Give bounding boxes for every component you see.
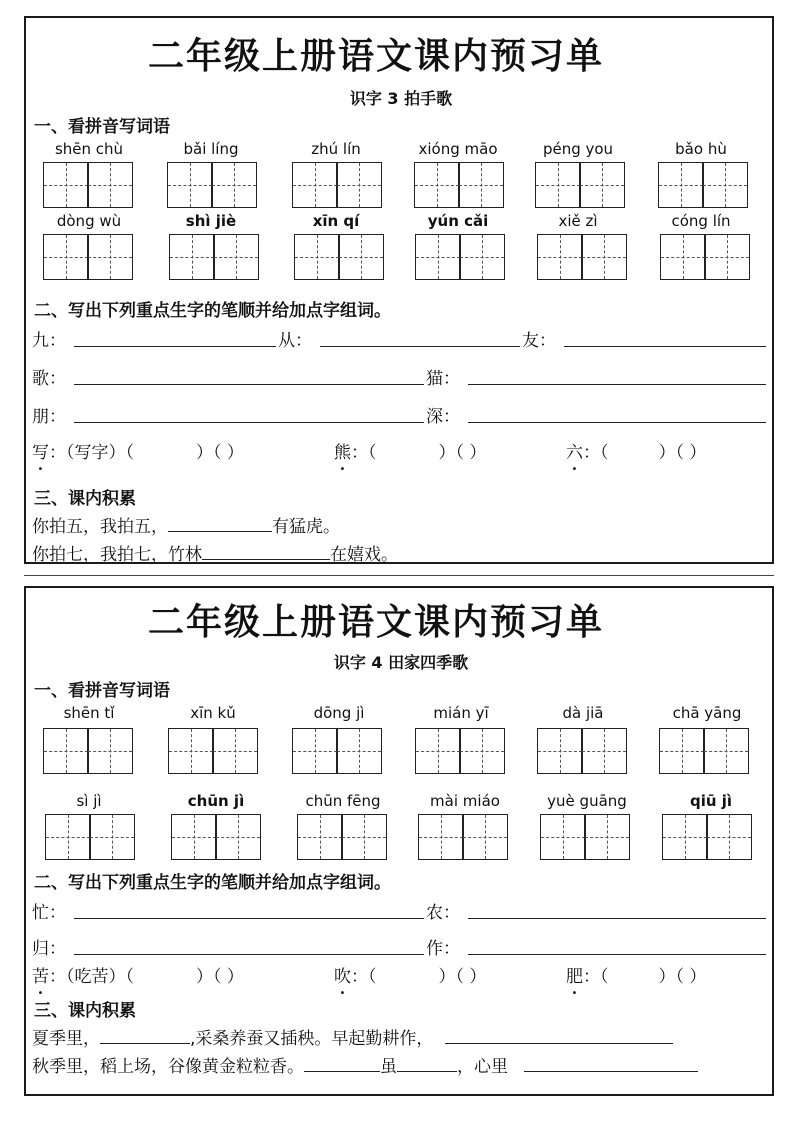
- lesson-title: 识字 3 拍手歌: [349, 89, 453, 108]
- answer-line[interactable]: [74, 422, 424, 423]
- fill-line: 秋季里，稻上场，谷像黄金粒粒香。 虽 ，心里: [32, 1052, 698, 1077]
- tianzi-grid[interactable]: [540, 814, 629, 860]
- pinyin-label: shì jiè: [185, 212, 237, 230]
- tianzi-grid[interactable]: [537, 728, 626, 774]
- tianzi-grid[interactable]: [297, 814, 386, 860]
- tianzi-grid[interactable]: [292, 728, 381, 774]
- answer-line[interactable]: [74, 954, 424, 955]
- pinyin-label: péng you: [542, 140, 614, 158]
- tianzi-grid[interactable]: [658, 162, 747, 208]
- stroke-char: 归：: [32, 939, 66, 959]
- tianzi-grid[interactable]: [43, 162, 132, 208]
- stroke-char: 猫：: [426, 369, 460, 389]
- pinyin-label: xīn kǔ: [190, 704, 236, 722]
- section-2-title: 二、写出下列重点生字的笔顺并给加点字组词。: [34, 873, 391, 893]
- fill-blank[interactable]: [304, 1057, 380, 1072]
- section-2-title: 二、写出下列重点生字的笔顺并给加点字组词。: [34, 301, 391, 321]
- fill-blank[interactable]: [100, 1029, 190, 1044]
- pinyin-label: chūn fēng: [305, 792, 381, 810]
- pinyin-label: shēn chù: [54, 140, 124, 158]
- tianzi-grid[interactable]: [43, 728, 132, 774]
- tianzi-grid[interactable]: [43, 234, 132, 280]
- word-group-item[interactable]: 六：（ ）（ ）: [566, 443, 707, 463]
- tianzi-grid[interactable]: [535, 162, 624, 208]
- tianzi-grid[interactable]: [294, 234, 383, 280]
- answer-line[interactable]: [468, 422, 766, 423]
- stroke-char: 朋：: [32, 407, 66, 427]
- fill-line: 你拍五，我拍五， 有猛虎。: [32, 517, 340, 537]
- pinyin-label: dòng wù: [56, 212, 122, 230]
- fill-line: 你拍七，我拍七，竹林 在嬉戏。: [32, 545, 398, 565]
- tianzi-grid[interactable]: [537, 234, 626, 280]
- pinyin-label: bǎo hù: [675, 140, 727, 158]
- tianzi-grid[interactable]: [168, 728, 257, 774]
- pinyin-label: chūn jì: [187, 792, 245, 810]
- answer-line[interactable]: [468, 918, 766, 919]
- page-divider: [24, 575, 774, 576]
- stroke-char: 歌：: [32, 369, 66, 389]
- pinyin-label: sì jì: [76, 792, 102, 810]
- tianzi-grid[interactable]: [167, 162, 256, 208]
- page-title: 二年级上册语文课内预习单: [147, 602, 604, 643]
- answer-line[interactable]: [564, 346, 766, 347]
- word-group-item[interactable]: 肥：（ ）（ ）: [566, 967, 707, 987]
- pinyin-label: dōng jì: [313, 704, 365, 722]
- tianzi-grid[interactable]: [171, 814, 260, 860]
- fill-line: 夏季里， ,采桑养蚕又插秧。早起勤耕作，: [32, 1024, 673, 1049]
- pinyin-label: xióng māo: [418, 140, 498, 158]
- word-group-item[interactable]: 吹：（ ）（ ）: [334, 967, 487, 987]
- section-1-title: 一、看拼音写词语: [34, 681, 170, 701]
- stroke-char: 忙：: [32, 903, 66, 923]
- word-group-item[interactable]: 苦：（吃苦）（ ）（ ）: [32, 967, 244, 987]
- tianzi-grid[interactable]: [418, 814, 507, 860]
- tianzi-grid[interactable]: [659, 728, 748, 774]
- tianzi-grid[interactable]: [292, 162, 381, 208]
- stroke-char: 从：: [278, 331, 312, 351]
- tianzi-grid[interactable]: [660, 234, 749, 280]
- pinyin-label: mài miáo: [430, 792, 500, 810]
- answer-line[interactable]: [468, 954, 766, 955]
- pinyin-label: qiū jì: [689, 792, 733, 810]
- pinyin-label: shēn tǐ: [63, 704, 115, 722]
- fill-blank[interactable]: [524, 1057, 698, 1072]
- word-group-item[interactable]: 熊：（ ）（ ）: [334, 443, 487, 463]
- answer-line[interactable]: [74, 918, 424, 919]
- worksheet-1: [24, 16, 774, 564]
- lesson-title: 识字 4 田家四季歌: [333, 653, 469, 672]
- answer-line[interactable]: [320, 346, 520, 347]
- tianzi-grid[interactable]: [169, 234, 258, 280]
- fill-blank[interactable]: [202, 545, 330, 560]
- pinyin-label: yuè guāng: [547, 792, 627, 810]
- word-group-item[interactable]: 写：（写字）（ ）（ ）: [32, 443, 244, 463]
- stroke-char: 深：: [426, 407, 460, 427]
- answer-line[interactable]: [74, 346, 276, 347]
- fill-blank[interactable]: [445, 1029, 673, 1044]
- stroke-char: 作：: [426, 939, 460, 959]
- section-3-title: 三、课内积累: [34, 489, 136, 509]
- tianzi-grid[interactable]: [45, 814, 134, 860]
- pinyin-label: yún cǎi: [427, 212, 489, 230]
- section-1-title: 一、看拼音写词语: [34, 117, 170, 137]
- fill-blank[interactable]: [168, 517, 272, 532]
- worksheet-2: [24, 586, 774, 1096]
- pinyin-label: xīn qí: [312, 212, 360, 230]
- tianzi-grid[interactable]: [414, 162, 503, 208]
- stroke-char: 友：: [522, 331, 556, 351]
- tianzi-grid[interactable]: [415, 728, 504, 774]
- pinyin-label: xiě zì: [558, 212, 598, 230]
- stroke-char: 农：: [426, 903, 460, 923]
- page-title: 二年级上册语文课内预习单: [147, 36, 604, 77]
- section-3-title: 三、课内积累: [34, 1001, 136, 1021]
- answer-line[interactable]: [74, 384, 424, 385]
- pinyin-label: chā yāng: [672, 704, 742, 722]
- pinyin-label: bǎi líng: [183, 140, 239, 158]
- pinyin-label: dà jiā: [562, 704, 604, 722]
- pinyin-label: mián yī: [433, 704, 489, 722]
- tianzi-grid[interactable]: [662, 814, 751, 860]
- pinyin-label: cóng lín: [671, 212, 731, 230]
- pinyin-label: zhú lín: [311, 140, 361, 158]
- answer-line[interactable]: [468, 384, 766, 385]
- fill-blank[interactable]: [397, 1057, 457, 1072]
- tianzi-grid[interactable]: [415, 234, 504, 280]
- stroke-char: 九：: [32, 331, 66, 351]
